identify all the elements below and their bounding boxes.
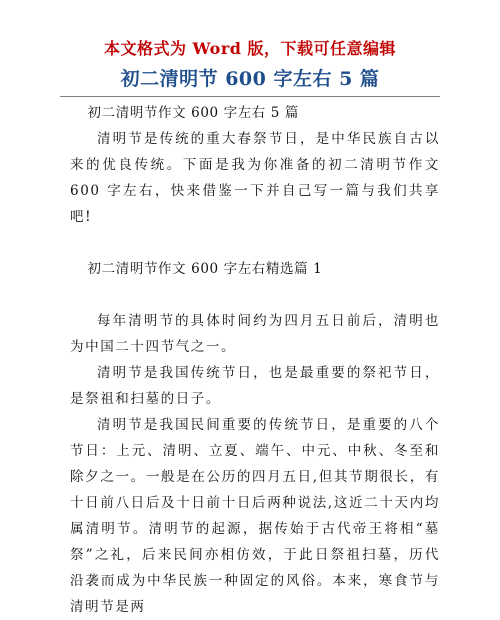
document-body	[70, 100, 440, 620]
body-paragraph: 清明节是我国传统节日，也是最重要的祭祀节日，是祭祖和扫墓的日子。	[70, 365, 440, 407]
document-title: 初二清明节 600 字左右 5 篇	[120, 68, 380, 90]
paragraph-gap	[70, 230, 440, 256]
section-heading: 初二清明节作文 600 字左右精选篇 1	[87, 261, 323, 277]
title-divider	[60, 96, 440, 97]
format-banner: 本文格式为 Word 版，下载可任意编辑	[103, 39, 397, 58]
body-paragraph: 每年清明节的具体时间约为四月五日前后，清明也为中国二十四节气之一。	[70, 313, 440, 355]
body-paragraph: 清明节是我国民间重要的传统节日，是重要的八个节日：上元、清明、立夏、端午、中元、中秋、冬至和除夕之一。一般是在公历的四月五日,但其节期很长，有十日前八日后及十日前十日后两种说法,这近二十天内均属清明节。清明节的起源，据传始于古代帝王将相“墓祭”之礼，后来民间亦相仿效，于此日祭祖扫墓，历代沿袭而成为中华民族一种固定的风俗。本来，寒食节与清明节是两	[70, 417, 440, 615]
intro-heading: 初二清明节作文 600 字左右 5 篇	[87, 105, 299, 121]
intro-paragraph: 清明节是传统的重大春祭节日，是中华民族自古以来的优良传统。下面是我为你准备的初二清明节作文 600 字左右，快来借鉴一下并自己写一篇与我们共享吧!	[70, 131, 440, 225]
paragraph-gap	[70, 282, 440, 308]
